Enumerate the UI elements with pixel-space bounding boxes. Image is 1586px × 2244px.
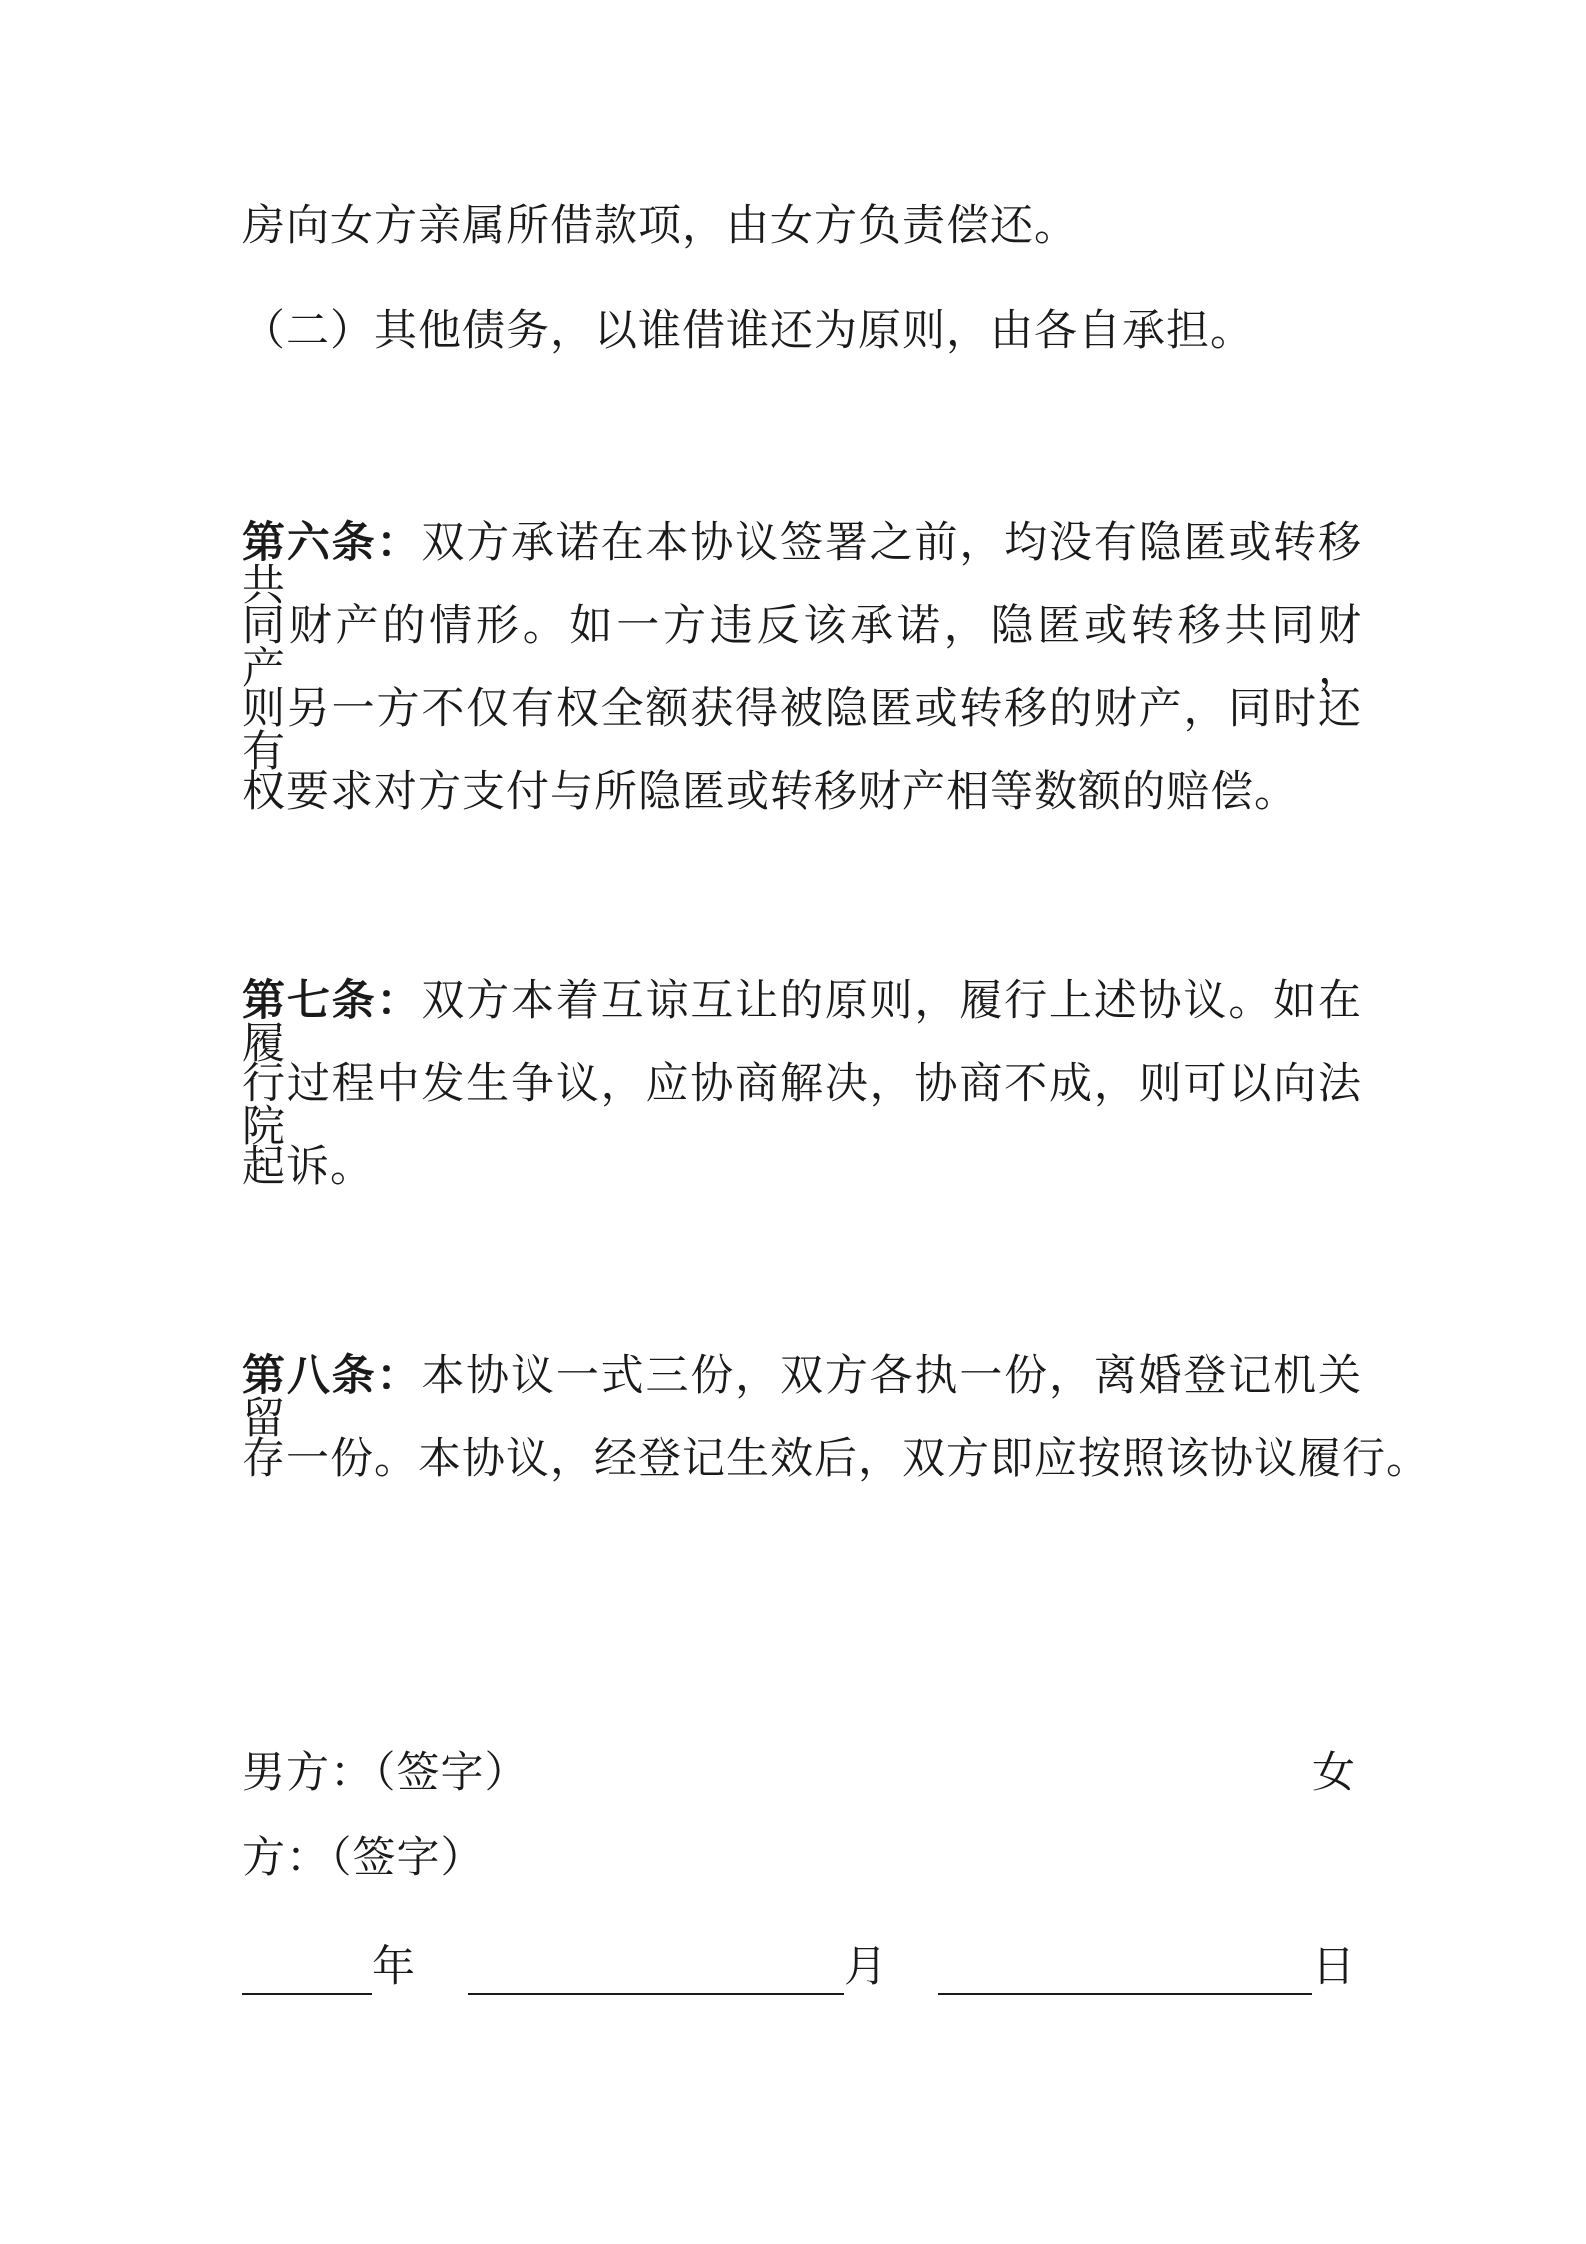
year-blank[interactable] bbox=[242, 1993, 372, 1995]
article-6-line-2: 同财产的情形。如一方违反该承诺，隐匿或转移共同财产， bbox=[242, 601, 1362, 694]
article-8-line-1 bbox=[242, 1351, 1363, 1444]
article-7-line-1-text: 双方本着互谅互让的原则，履行上述协议。如在履 bbox=[242, 976, 1363, 1069]
female-signature-label-part-1: 女 bbox=[1312, 1748, 1355, 1798]
day-blank[interactable] bbox=[938, 1993, 1312, 1995]
debt-paragraph-line-2: （二）其他债务，以谁借谁还为原则，由各自承担。 bbox=[242, 306, 1254, 356]
article-7-heading: 第七条： bbox=[242, 976, 422, 1026]
article-6-heading: 第六条： bbox=[242, 518, 422, 568]
month-blank[interactable] bbox=[468, 1993, 844, 1995]
article-7-line-3: 起诉。 bbox=[242, 1142, 374, 1192]
article-7-line-2: 行过程中发生争议，应协商解决，协商不成，则可以向法院 bbox=[242, 1059, 1362, 1152]
article-6-line-4: 权要求对方支付与所隐匿或转移财产相等数额的赔偿。 bbox=[242, 767, 1298, 817]
article-6-line-1-text: 双方承诺在本协议签署之前，均没有隐匿或转移共 bbox=[242, 518, 1363, 611]
day-label: 日 bbox=[1312, 1942, 1355, 1992]
female-signature-label-part-2: 方：（签字） bbox=[242, 1833, 485, 1883]
date-row bbox=[242, 1942, 1362, 2006]
article-8-heading: 第八条： bbox=[242, 1351, 422, 1401]
year-label: 年 bbox=[372, 1942, 415, 1992]
article-6-line-3: 则另一方不仅有权全额获得被隐匿或转移的财产，同时还有 bbox=[242, 684, 1362, 777]
article-7-line-1 bbox=[242, 976, 1363, 1069]
debt-paragraph-line-1: 房向女方亲属所借款项，由女方负责偿还。 bbox=[242, 201, 1078, 251]
article-8-line-2: 存一份。本协议，经登记生效后，双方即应按照该协议履行。 bbox=[242, 1434, 1430, 1484]
article-6-line-1 bbox=[242, 518, 1363, 611]
male-signature-label: 男方：（签字） bbox=[242, 1748, 529, 1798]
article-8-line-1-text: 本协议一式三份，双方各执一份，离婚登记机关留 bbox=[242, 1351, 1363, 1444]
month-label: 月 bbox=[844, 1942, 887, 1992]
